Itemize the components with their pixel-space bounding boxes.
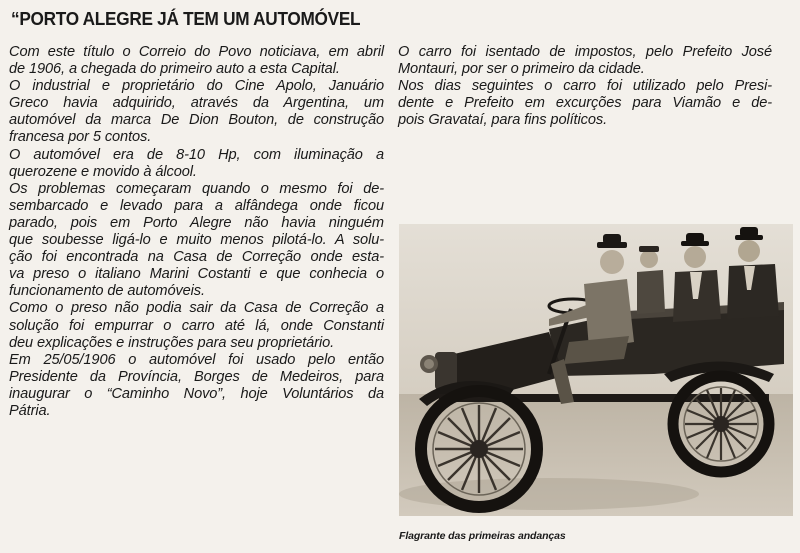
body-line: Greco havia adquirido, através da Argentina, um [9,95,384,112]
article-body-right-column [398,44,772,129]
body-line: parado, pois em Porto Alegre não havia ninguém [9,214,384,231]
photo-caption: Flagrante das primeiras andanças [399,530,566,542]
body-line: Em 25/05/1906 o automóvel foi usado pelo então [9,351,384,368]
body-line: Presidente da Província, Borges de Medeiros, para [9,368,384,385]
body-line: Com este título o Correio do Povo noticiava, em abril [9,44,384,60]
body-line: que soubesse ligá-lo e muito menos pilotá-lo. A solu- [9,232,384,249]
body-line: Como o preso não podia sair da Casa de Correção a [9,300,384,317]
body-line: dente e Prefeito em excurções para Viamão e de- [398,95,772,112]
body-line: solução foi empurrar o carro até lá, onde Constanti [9,317,384,334]
body-line: ção foi encontrada na Casa de Correção onde esta- [9,249,384,266]
body-line: Os problemas começaram quando o mesmo foi de- [9,180,384,197]
body-line: O automóvel era de 8-10 Hp, com iluminação a [9,146,384,163]
body-line: inaugurar o “Caminho Novo”, hoje Voluntários da [9,385,384,402]
body-line: deu explicações e instruções para seu proprietário. [9,334,335,351]
vintage-car-photo [399,224,793,516]
body-line: Nos dias seguintes o carro foi utilizado pelo Presi- [398,78,772,95]
body-line: Pátria. [9,402,51,419]
body-line: va preso o italiano Marini Costanti e que conhecia o [9,266,384,283]
body-line: O industrial e proprietário do Cine Apolo, Januário [9,78,384,95]
body-line: sembarcado e levado para a alfândega onde ficou [9,197,384,214]
body-line: funcionamento de automóveis. [9,283,205,300]
body-line: francesa por 5 contos. [9,129,152,146]
body-line: automóvel da marca De Dion Bouton, de construção [9,112,384,129]
article-title: “PORTO ALEGRE JÁ TEM UM AUTOMÓVEL [11,8,361,29]
article-body-left-column [9,44,384,420]
body-line: pois Gravataí, para fins políticos. [398,112,608,129]
body-line: Montauri, por ser o primeiro da cidade. [398,61,645,78]
body-line: de 1906, a chegada do primeiro auto a esta Capital. [9,61,340,78]
body-line: O carro foi isentado de impostos, pelo Prefeito José [398,44,772,60]
body-line: querozene e movido à álcool. [9,163,197,180]
